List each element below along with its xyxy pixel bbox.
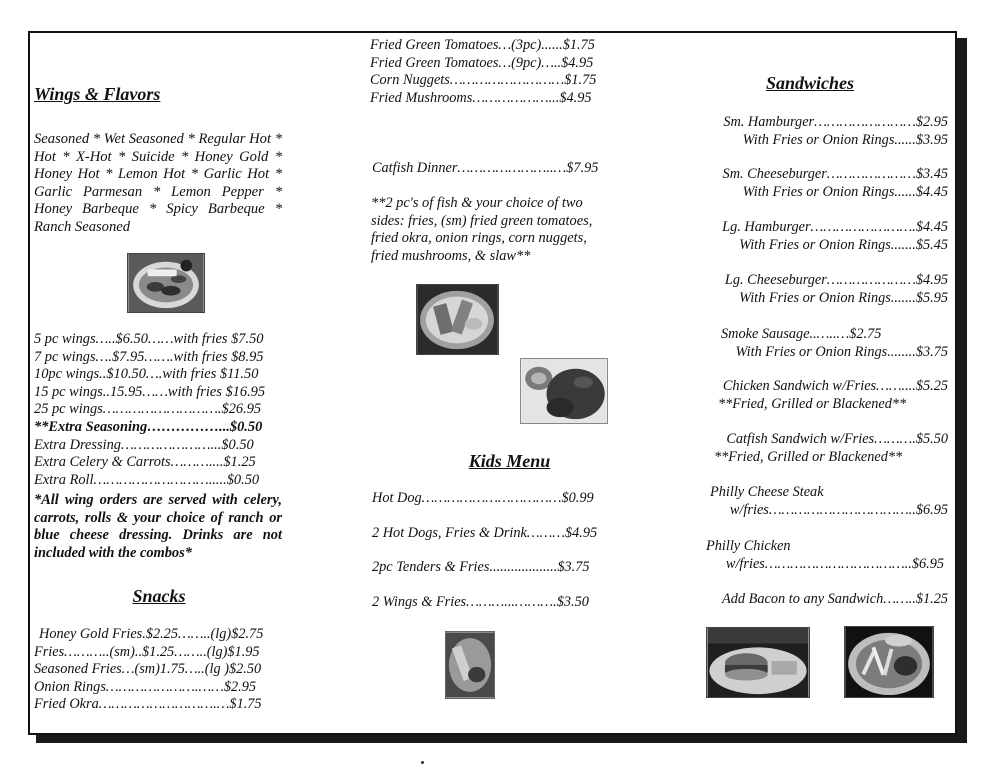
sandwich-philly-chicken	[704, 538, 944, 573]
snacks-heading: Snacks	[132, 586, 186, 606]
sandwich-catfish	[704, 431, 948, 466]
kids-list	[372, 490, 622, 611]
snacks-section	[34, 588, 284, 606]
kids-2pc-tenders: 2pc Tenders & Fries...................$3.75	[372, 559, 590, 576]
kids-hot-dog: Hot Dog……………………………$0.99	[372, 490, 594, 506]
extra-seasoning: **Extra Seasoning……………...$0.50	[34, 418, 263, 435]
kids-section	[372, 453, 647, 471]
snack-honey-gold-fries: Honey Gold Fries.$2.25……..(lg)$2.75	[39, 626, 264, 642]
sandwich-line: Sm. Cheeseburger…………………$3.45	[722, 166, 948, 182]
sandwich-line: Philly Cheese Steak	[710, 484, 824, 500]
wing-price-25pc: 25 pc wings……………………….$26.95	[34, 401, 262, 418]
fries-photo	[844, 626, 934, 698]
sandwich-combo-line: With Fries or Onion Rings........$3.75	[735, 343, 948, 360]
wings-plate-photo-icon	[128, 254, 204, 312]
extra-dressing: Extra Dressing…………………...$0.50	[34, 436, 254, 453]
burger-photo	[706, 627, 810, 698]
sandwich-sm-cheeseburger	[704, 166, 948, 201]
side-corn-nuggets: Corn Nuggets………………………$1.75	[370, 72, 597, 89]
sandwich-line: Sm. Hamburger……………………$2.95	[723, 114, 948, 130]
wings-note: *All wing orders are served with celery, carrots, rolls & your choice of ranch or blue cheese dressing. Drinks are not included with the combos*	[34, 492, 282, 561]
kids-meal-photo	[445, 631, 495, 699]
snack-seasoned-fries: Seasoned Fries…(sm)1.75…..(lg )$2.50	[34, 661, 262, 678]
sandwich-style-line: **Fried, Grilled or Blackened**	[714, 448, 903, 465]
wings-heading: Wings & Flavors	[34, 84, 161, 104]
frame-shadow-right	[957, 38, 967, 742]
add-bacon-line: Add Bacon to any Sandwich……..$1.25	[722, 591, 948, 607]
sandwich-line: Lg. Hamburger…………………….$4.45	[722, 219, 948, 235]
sandwich-combo-line: With Fries or Onion Rings......$4.45	[742, 183, 948, 200]
frame-shadow-bottom	[36, 735, 967, 743]
catfish-plate-photo-icon	[521, 359, 607, 423]
wing-prices	[34, 331, 284, 489]
kids-heading: Kids Menu	[468, 451, 551, 471]
sandwich-line: Chicken Sandwich w/Fries……....$5.25	[722, 378, 948, 394]
catfish-dinner-line: Catfish Dinner…………………..…$7.95	[372, 160, 599, 176]
sandwich-philly-cheese-steak	[704, 484, 948, 519]
side-fgt-9pc: Fried Green Tomatoes…(9pc)…..$4.95	[370, 54, 594, 71]
sandwich-line: Philly Chicken	[706, 538, 791, 554]
sandwich-combo-line: With Fries or Onion Rings.......$5.45	[739, 236, 948, 253]
side-fgt-3pc: Fried Green Tomatoes…(3pc)......$1.75	[370, 37, 595, 53]
snack-fries: Fries………..(sm)..$1.25……..(lg)$1.95	[34, 643, 260, 660]
extra-roll: Extra Roll……………………….....$0.50	[34, 471, 260, 488]
kids-meal-photo-icon	[446, 632, 494, 698]
fish-basket-photo-icon	[417, 285, 498, 354]
wing-price-7pc: 7 pc wings….$7.95…….with fries $8.95	[34, 348, 264, 365]
snacks-list	[34, 626, 284, 714]
sandwiches-heading: Sandwiches	[765, 73, 855, 93]
catfish-plate-photo	[520, 358, 608, 424]
flavors-list: Seasoned * Wet Seasoned * Regular Hot * Hot * X-Hot * Suicide * Honey Gold * Honey Hot * Lemon Hot * Garlic Hot * Garlic Parmesan * Lemon Pepper * Honey Barbeque * Spicy Barbeque * Ranch Seasoned	[34, 131, 282, 235]
kids-2-wings: 2 Wings & Fries………...……….$3.50	[372, 593, 589, 610]
wing-price-10pc: 10pc wings..$10.50….with fries $11.50	[34, 366, 259, 383]
sandwich-chicken	[704, 378, 948, 413]
extra-celery: Extra Celery & Carrots………....$1.25	[34, 454, 256, 471]
catfish-dinner	[372, 160, 622, 178]
sandwich-line: Lg. Cheeseburger…………………$4.95	[724, 272, 948, 288]
sandwich-lg-cheeseburger	[704, 272, 948, 307]
wings-photo	[127, 253, 205, 313]
wing-price-15pc: 15 pc wings..15.95……with fries $16.95	[34, 383, 266, 400]
snack-onion-rings: Onion Rings………………….……$2.95	[34, 678, 257, 695]
wing-price-5pc: 5 pc wings…..$6.50……with fries $7.50	[34, 331, 264, 347]
sandwich-line: Smoke Sausage..…..…$2.75	[721, 326, 882, 342]
sandwich-smoke-sausage	[704, 326, 948, 361]
sandwiches-section	[680, 75, 940, 93]
left-column	[34, 86, 282, 104]
sides-list	[370, 37, 620, 107]
sandwich-style-line: **Fried, Grilled or Blackened**	[718, 395, 907, 412]
sandwich-price-line: w/fries……………………………..$6.95	[725, 555, 944, 572]
sandwich-sm-hamburger	[704, 114, 948, 149]
add-bacon	[704, 591, 948, 609]
fish-basket-photo	[416, 284, 499, 355]
scan-speck	[421, 761, 424, 764]
sandwich-lg-hamburger	[704, 219, 948, 254]
catfish-note: **2 pc's of fish & your choice of two sides: fries, (sm) fried green tomatoes, fried okra, onion rings, corn nuggets, fried mushrooms, & slaw**	[371, 195, 593, 264]
fries-basket-photo-icon	[845, 627, 933, 697]
sandwich-combo-line: With Fries or Onion Rings......$3.95	[742, 131, 948, 148]
kids-2-hot-dogs: 2 Hot Dogs, Fries & Drink………$4.95	[372, 524, 598, 541]
snack-fried-okra: Fried Okra……………………….…$1.75	[34, 696, 262, 713]
side-fried-mushrooms: Fried Mushrooms………………...$4.95	[370, 89, 592, 106]
burger-plate-photo-icon	[707, 628, 809, 697]
sandwich-price-line: w/fries……………………………..$6.95	[729, 501, 948, 518]
sandwich-line: Catfish Sandwich w/Fries……….$5.50	[726, 431, 948, 447]
sandwich-combo-line: With Fries or Onion Rings.......$5.95	[739, 289, 948, 306]
